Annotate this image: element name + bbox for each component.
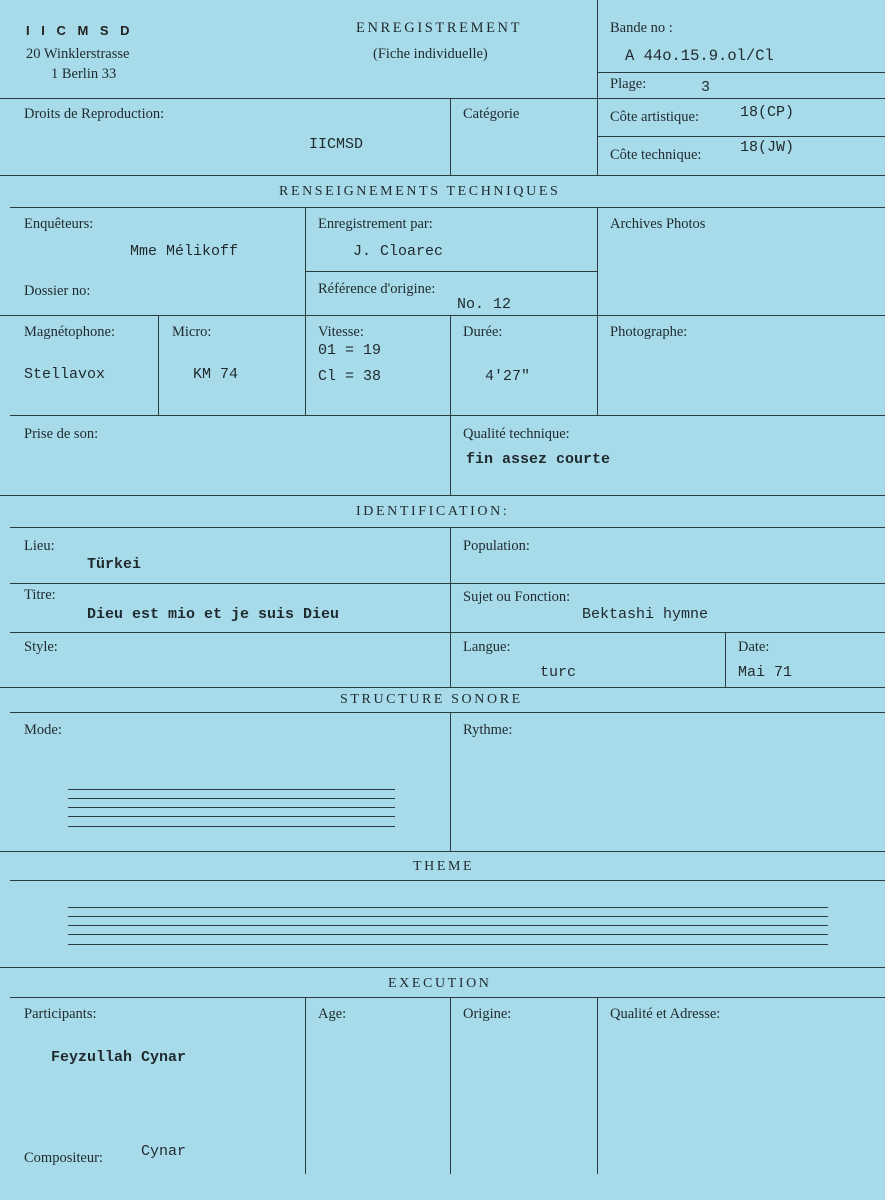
form-title: ENREGISTREMENT [356,20,523,36]
qualite-technique-value: fin assez courte [466,451,611,468]
qualite-adresse-label: Qualité et Adresse: [610,1006,721,1022]
rule [305,997,306,1174]
date-label: Date: [738,639,770,655]
rule [10,415,885,416]
rule [10,712,885,713]
rule [450,527,451,687]
droits-label: Droits de Reproduction: [24,106,165,122]
section-title-structure: STRUCTURE SONORE [340,692,523,707]
rule [305,207,306,415]
rule [450,997,451,1174]
mode-staff-line [68,826,395,827]
sujet-value: Bektashi hymne [582,606,709,623]
droits-value: IICMSD [309,136,364,153]
org-name: I I C M S D [26,23,134,38]
lieu-value: Türkei [87,556,142,573]
enqueteurs-value: Mme Mélikoff [130,243,239,260]
mode-staff-line [68,816,395,817]
dossier-label: Dossier no: [24,283,91,299]
org-address-line1: 20 Winklerstrasse [26,46,130,62]
cote-technique-label: Côte technique: [610,147,702,163]
age-label: Age: [318,1006,347,1022]
style-label: Style: [24,639,58,655]
rule [10,880,885,881]
rule [0,851,885,852]
mode-staff-line [68,789,395,790]
langue-value: turc [540,664,577,681]
rule [10,632,885,633]
rule [597,997,598,1174]
rule [0,98,885,99]
org-address-line2: 1 Berlin 33 [51,66,117,82]
rule [450,415,451,495]
cote-artistique-label: Côte artistique: [610,109,699,125]
theme-staff-line [68,944,828,945]
compositeur-value: Cynar [141,1143,187,1160]
duree-value: 4'27" [485,368,531,385]
magnetophone-value: Stellavox [24,366,106,383]
compositeur-label: Compositeur: [24,1150,103,1166]
magnetophone-label: Magnétophone: [24,324,116,340]
origine-label: Origine: [463,1006,512,1022]
rule [158,315,159,415]
mode-staff-line [68,798,395,799]
cote-artistique-value: 18(CP) [740,104,795,121]
titre-label: Titre: [24,587,56,603]
enregistrement-label: Enregistrement par: [318,216,433,232]
reference-label: Référence d'origine: [318,281,436,297]
enqueteurs-label: Enquêteurs: [24,216,94,232]
micro-value: KM 74 [193,366,239,383]
rule [597,0,598,175]
reference-value: No. 12 [457,296,512,313]
mode-label: Mode: [24,722,62,738]
rule [10,583,885,584]
rule [10,997,885,998]
rule [0,687,885,688]
qualite-technique-label: Qualité technique: [463,426,570,442]
rule [305,271,597,272]
lieu-label: Lieu: [24,538,55,554]
rule [450,98,451,175]
participants-label: Participants: [24,1006,97,1022]
plage-label: Plage: [610,76,647,92]
vitesse-label: Vitesse: [318,324,364,340]
date-value: Mai 71 [738,664,793,681]
rule [597,207,598,415]
bande-value: A 44o.15.9.ol/Cl [625,47,774,65]
titre-value: Dieu est mio et je suis Dieu [87,606,340,623]
rythme-label: Rythme: [463,722,513,738]
rule [450,315,451,415]
mode-staff-line [68,807,395,808]
categorie-label: Catégorie [463,106,520,122]
section-title-execution: EXECUTION [388,976,492,991]
theme-staff-line [68,907,828,908]
enregistrement-value: J. Cloarec [353,243,444,260]
photographe-label: Photographe: [610,324,688,340]
rule [10,207,885,208]
sujet-label: Sujet ou Fonction: [463,589,571,605]
rule [0,495,885,496]
rule [0,315,885,316]
cote-technique-value: 18(JW) [740,139,795,156]
rule [450,712,451,851]
vitesse-value-1: 01 = 19 [318,342,382,359]
theme-staff-line [68,925,828,926]
duree-label: Durée: [463,324,503,340]
theme-staff-line [68,934,828,935]
section-title-technique: RENSEIGNEMENTS TECHNIQUES [279,184,561,199]
bande-label: Bande no : [610,20,673,36]
rule [725,632,726,687]
rule [598,136,885,137]
archives-photos-label: Archives Photos [610,216,706,232]
vitesse-value-2: Cl = 38 [318,368,382,385]
rule [0,175,885,176]
theme-staff-line [68,916,828,917]
rule [0,967,885,968]
rule [598,72,885,73]
plage-value: 3 [701,79,711,96]
section-title-identification: IDENTIFICATION: [356,504,510,519]
participants-value: Feyzullah Cynar [51,1049,187,1066]
section-title-theme: THEME [413,859,475,874]
micro-label: Micro: [172,324,212,340]
population-label: Population: [463,538,530,554]
prise-de-son-label: Prise de son: [24,426,99,442]
form-subtitle: (Fiche individuelle) [373,46,488,62]
rule [10,527,885,528]
langue-label: Langue: [463,639,511,655]
